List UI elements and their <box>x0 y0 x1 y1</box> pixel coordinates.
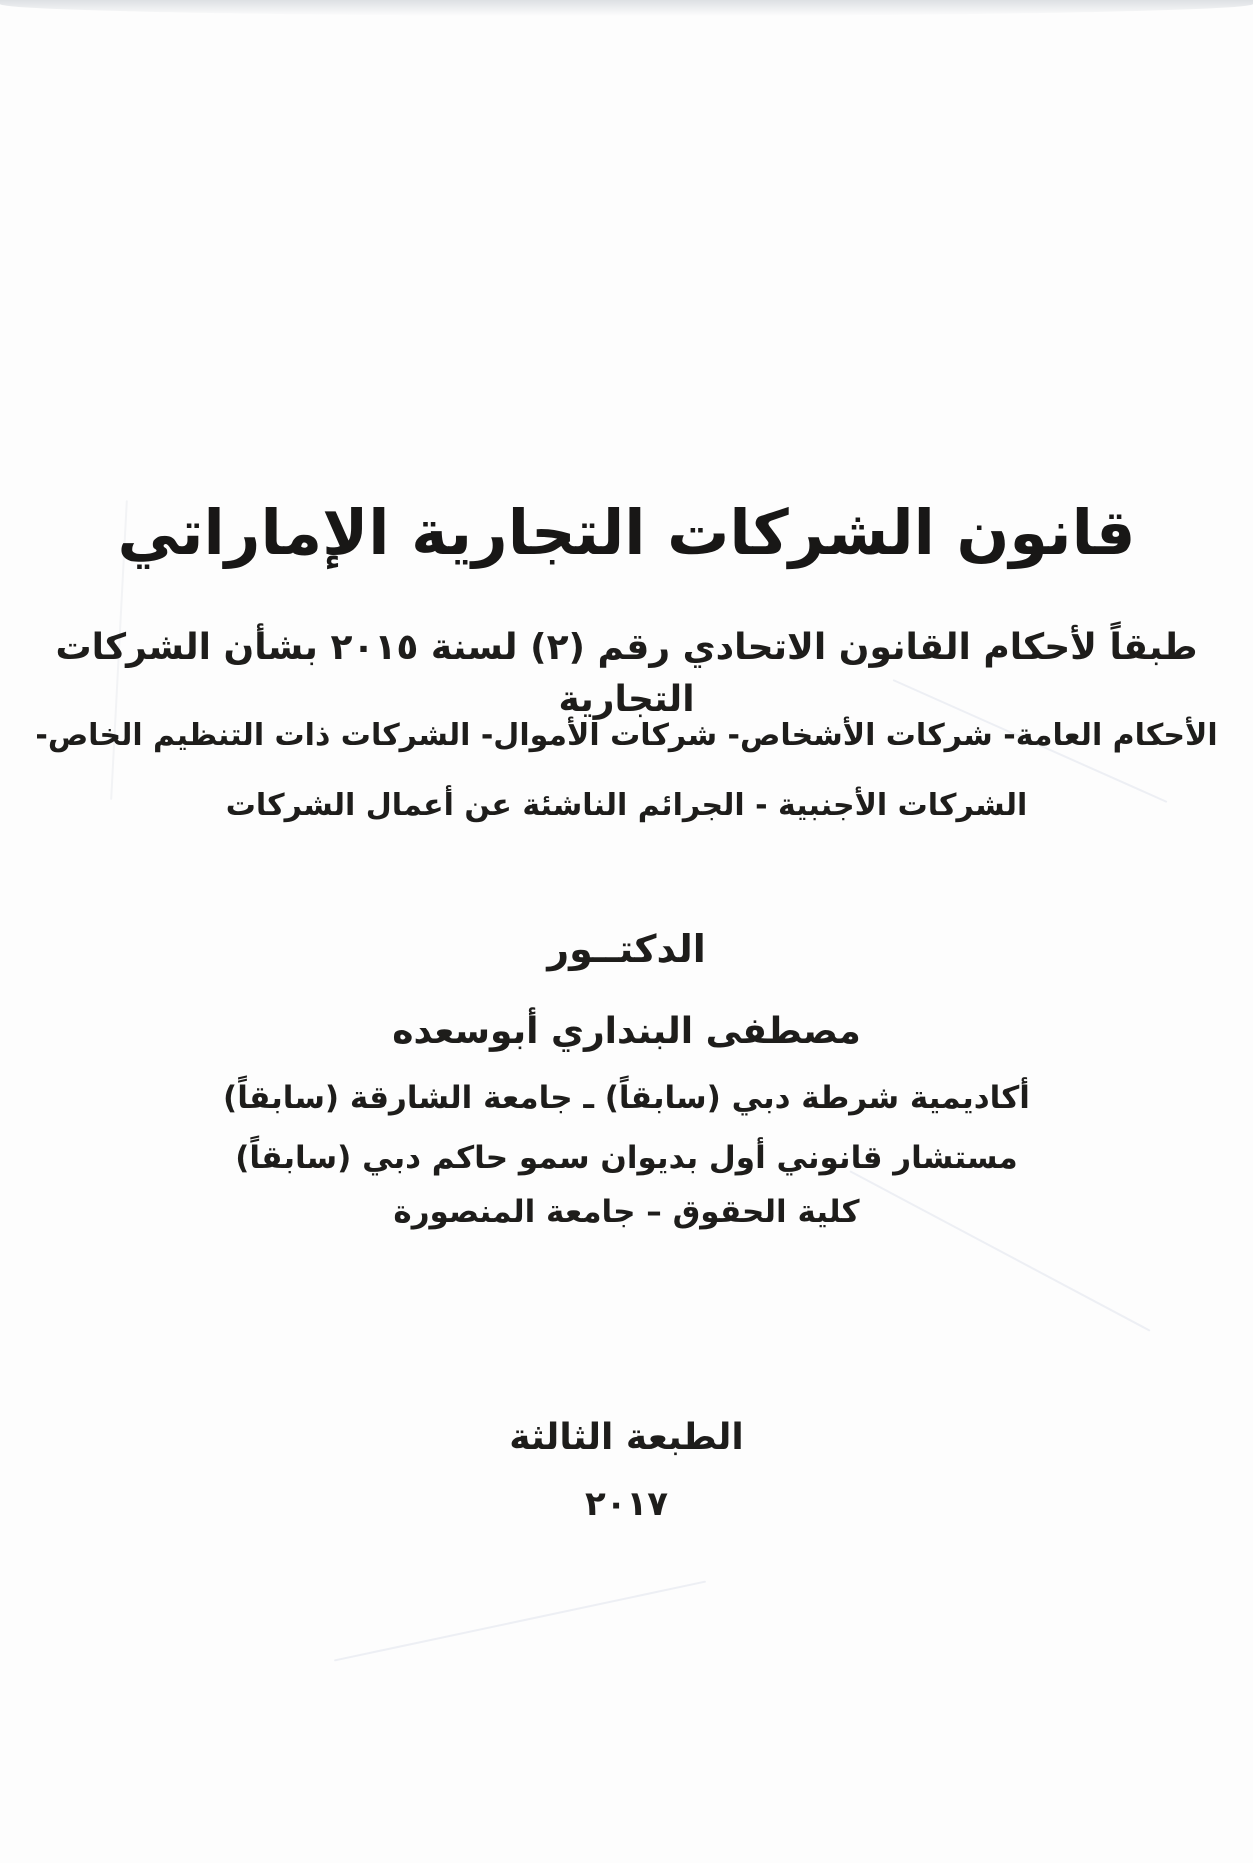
paper-crease <box>334 1581 706 1662</box>
author-affiliation-2: مستشار قانوني أول بديوان سمو حاكم دبي (سابقاً) <box>235 1140 1018 1176</box>
page-title: قانون الشركات التجارية الإماراتي <box>117 496 1136 569</box>
author-affiliation-1: أكاديمية شرطة دبي (سابقاً) ـ جامعة الشارقة (سابقاً) <box>223 1080 1030 1116</box>
description-line-1: الأحكام العامة- شركات الأشخاص- شركات الأموال- الشركات ذات التنظيم الخاص- <box>35 718 1218 753</box>
description-line-2: الشركات الأجنبية - الجرائم الناشئة عن أعمال الشركات <box>225 788 1028 823</box>
author-heading: الدكتــور <box>547 927 706 971</box>
publication-year: ٢٠١٧ <box>584 1484 668 1524</box>
author-affiliation-3: كلية الحقوق – جامعة المنصورة <box>393 1194 860 1230</box>
page-subtitle: طبقاً لأحكام القانون الاتحادي رقم (٢) لسنة ٢٠١٥ بشأن الشركات التجارية <box>55 627 1198 721</box>
scan-edge-shadow <box>0 0 1253 16</box>
author-name: مصطفى البنداري أبوسعده <box>392 1011 861 1052</box>
edition-label: الطبعة الثالثة <box>509 1417 744 1458</box>
